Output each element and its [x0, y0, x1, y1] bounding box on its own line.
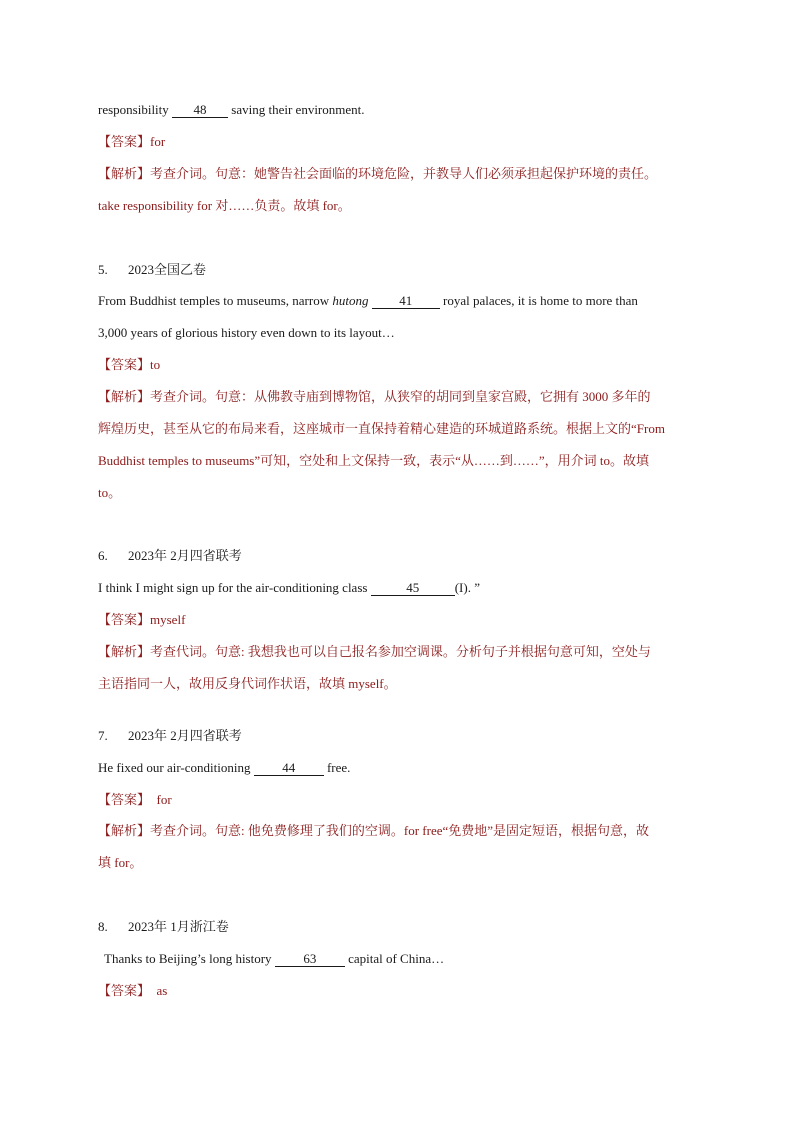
q6-answer: 【答案】myself — [98, 612, 186, 627]
q8-blank: 63 — [275, 951, 345, 967]
q7-heading: 7. 2023年 2月四省联考 — [98, 728, 242, 743]
q5-analysis-line-3: Buddhist temples to museums”可知，空处和上文保持一致，表示“从……到……”，用介词 to。故填 — [98, 453, 650, 468]
q4-analysis-line-2: take responsibility for 对……负责。故填 for。 — [98, 198, 351, 213]
q5-analysis-line-2: 辉煌历史，甚至从它的布局来看，这座城市一直保持着精心建造的环城道路系统。根据上文的“From — [98, 421, 665, 436]
q4-analysis-line-1: 【解析】考查介词。句意：她警告社会面临的环境危险，并教导人们必须承担起保护环境的责任。 — [98, 166, 658, 181]
q8-sentence: Thanks to Beijing’s long history 63 capital of China… — [104, 951, 445, 966]
q7-blank: 44 — [254, 760, 324, 776]
q7-analysis-line-1: 【解析】考查介词。句意: 他免费修理了我们的空调。for free“免费地”是固定短语，根据句意，故 — [98, 823, 650, 838]
q7-answer: 【答案】 for — [98, 792, 172, 807]
q5-blank: 41 — [372, 293, 440, 309]
q5-sentence-line-2: 3,000 years of glorious history even down to its layout… — [98, 325, 395, 340]
q6-blank: 45 — [371, 580, 455, 596]
q6-heading: 6. 2023年 2月四省联考 — [98, 548, 242, 563]
q5-analysis-line-4: to。 — [98, 485, 122, 500]
q8-heading: 8. 2023年 1月浙江卷 — [98, 919, 229, 934]
q6-sentence: I think I might sign up for the air-conditioning class 45 (I). ” — [98, 580, 480, 595]
q7-sentence: He fixed our air-conditioning 44 free. — [98, 760, 351, 775]
q8-answer: 【答案】 as — [98, 983, 168, 998]
q6-analysis-line-2: 主语指同一人，故用反身代词作状语，故填 myself。 — [98, 676, 397, 691]
q5-analysis-line-1: 【解析】考查介词。句意：从佛教寺庙到博物馆，从狭窄的胡同到皇家宫殿，它拥有 3000 多年的 — [98, 389, 651, 404]
q7-analysis-line-2: 填 for。 — [98, 855, 143, 870]
q4-blank: 48 — [172, 102, 228, 118]
q5-sentence-line-1: From Buddhist temples to museums, narrow hutong 41 royal palaces, it is home to more than — [98, 293, 638, 308]
q5-heading: 5. 2023全国乙卷 — [98, 262, 207, 277]
q6-analysis-line-1: 【解析】考查代词。句意: 我想我也可以自己报名参加空调课。分析句子并根据句意可知，空处与 — [98, 644, 651, 659]
q4-answer: 【答案】for — [98, 134, 166, 149]
q4-sentence: responsibility 48 saving their environment. — [98, 102, 365, 117]
q5-answer: 【答案】to — [98, 357, 161, 372]
